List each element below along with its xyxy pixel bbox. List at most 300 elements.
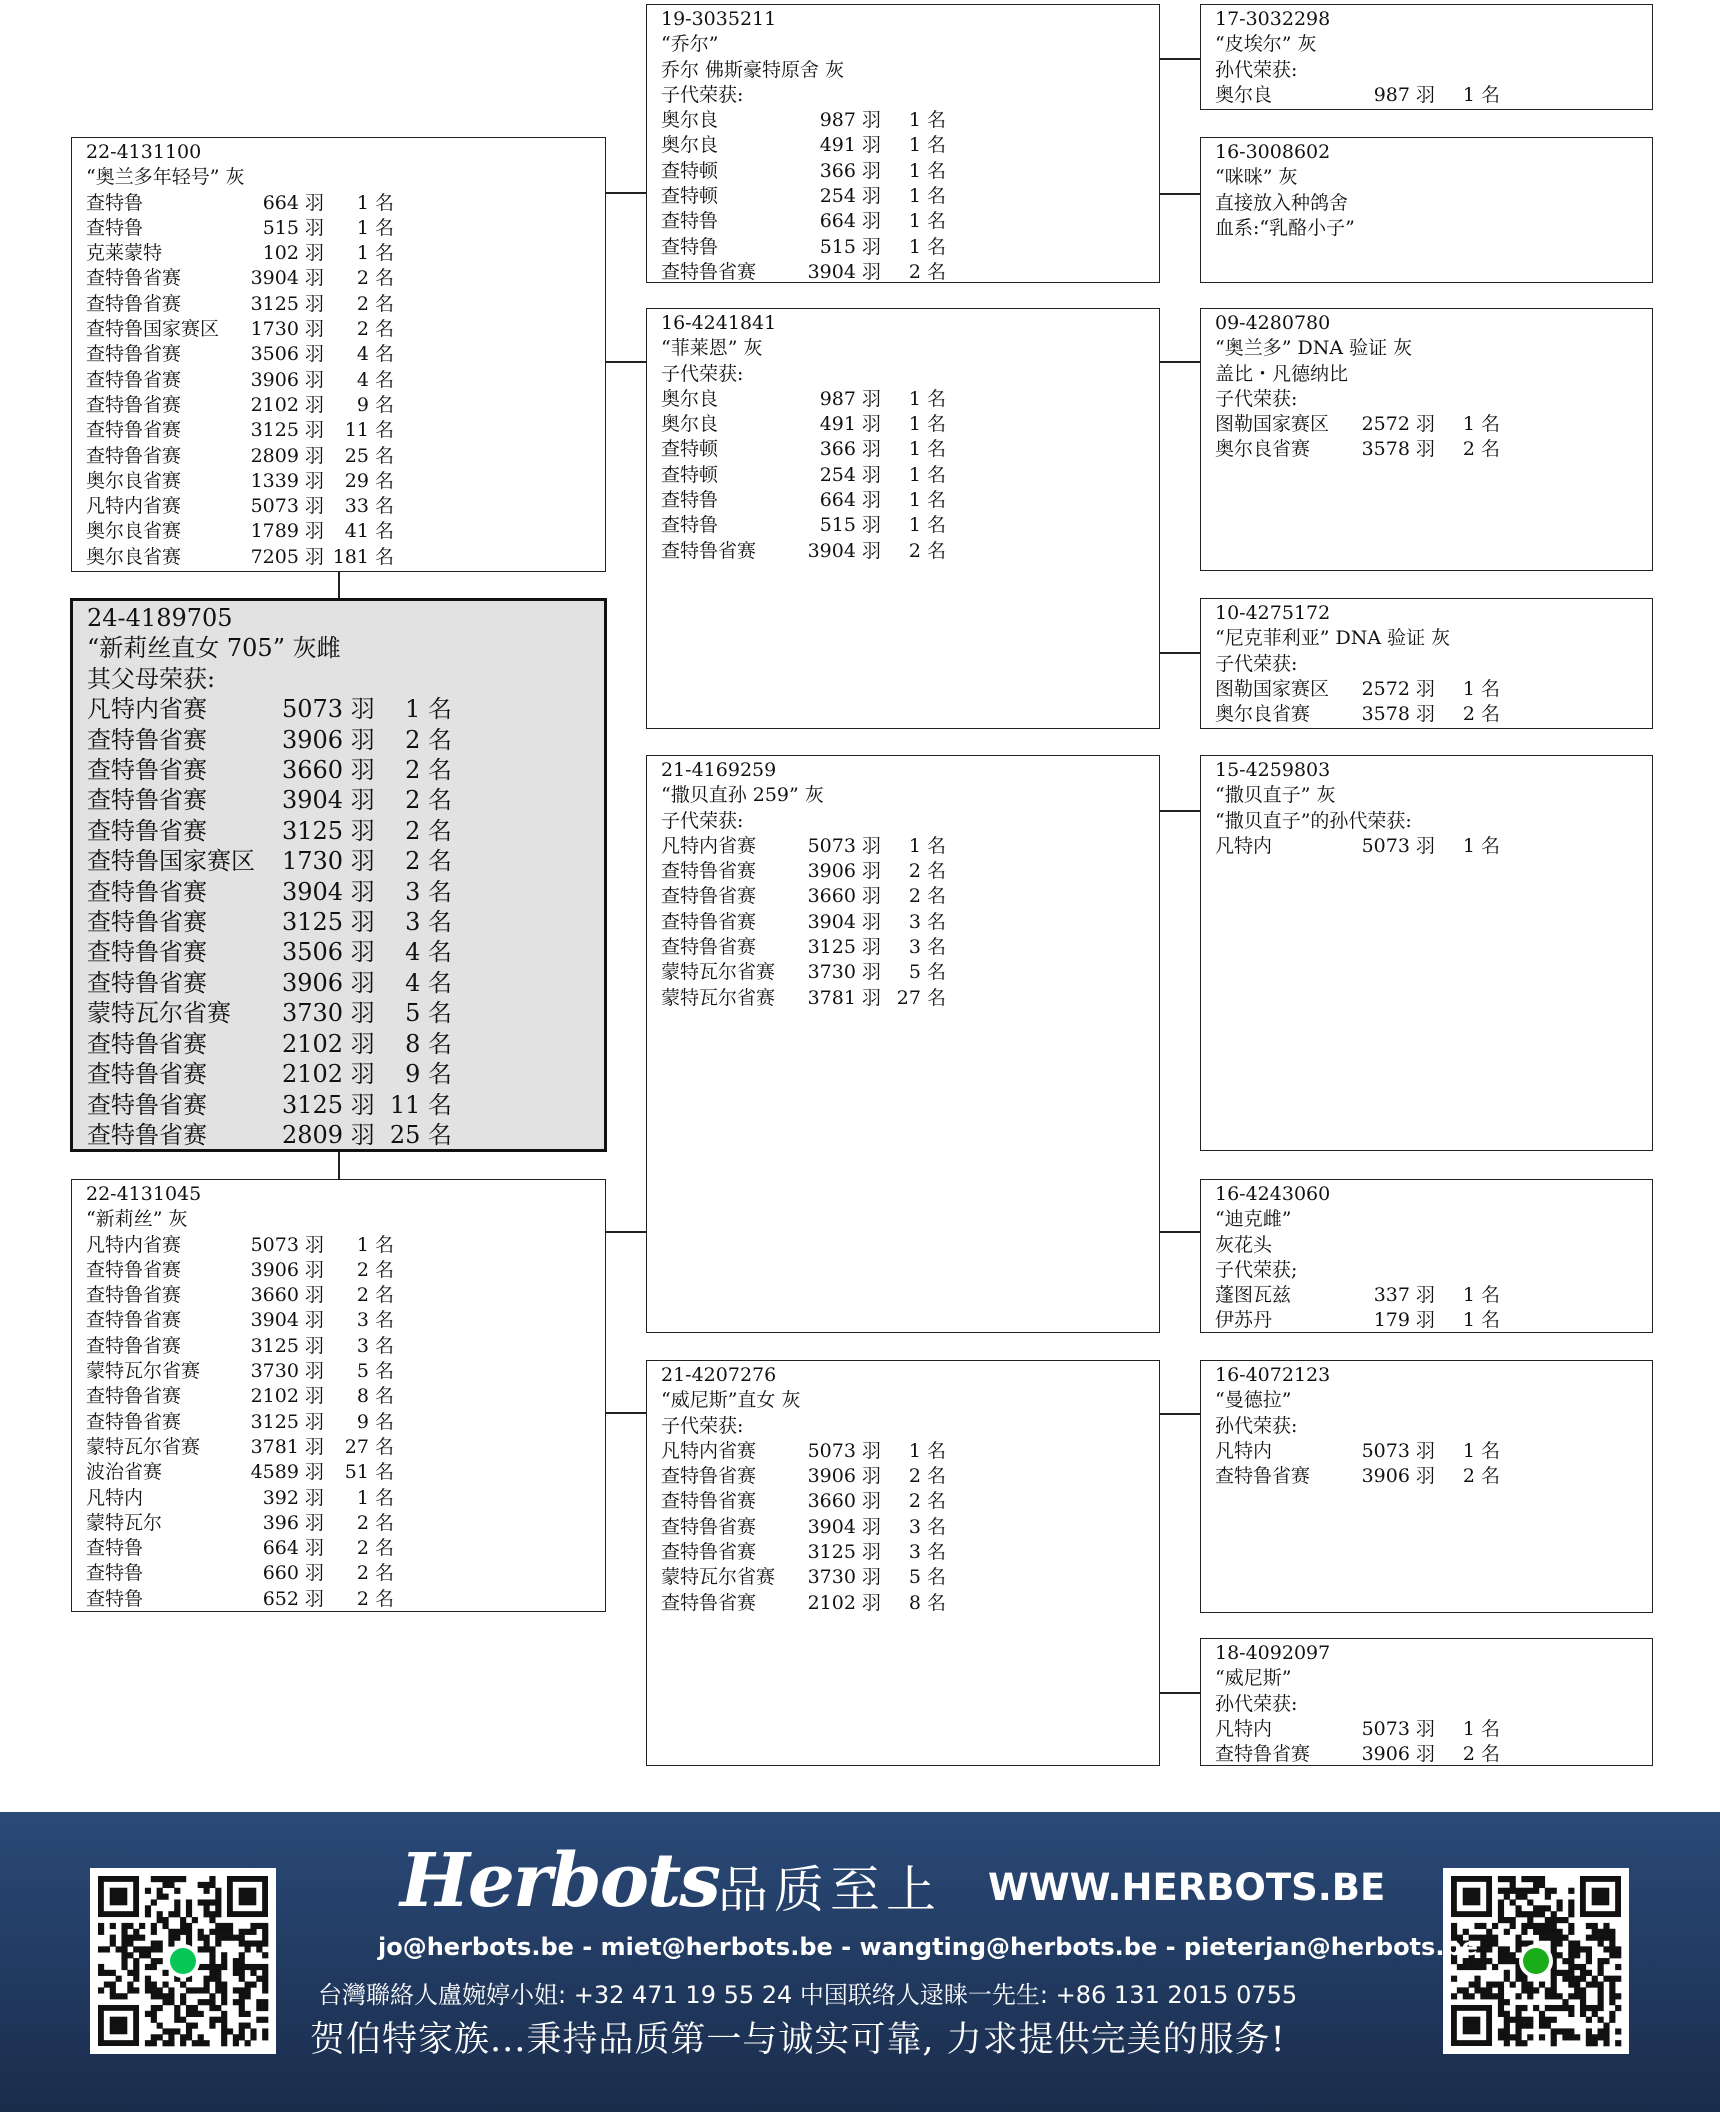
pigeon-name: “咪咪” 灰 [1215,166,1298,189]
result-row [661,513,1145,538]
race-location: 凡特内省赛 [87,695,207,724]
bird-count: 652 羽 [262,1587,324,1610]
pigeon-info-line: 乔尔 佛斯豪特原舍 灰 [661,58,845,81]
bird-count: 660 羽 [262,1562,324,1585]
result-row [661,539,1145,564]
race-location: 查特鲁省赛 [87,908,207,937]
result-row [661,935,1145,960]
placing: 1 名 [1462,413,1500,436]
result-row [86,545,591,570]
placing: 8 名 [405,1029,452,1058]
ring-number: 17-3032298 [1215,8,1331,30]
race-location: 查特鲁省赛 [87,1060,207,1089]
result-row [86,216,591,241]
result-row [1215,1464,1638,1489]
result-row [86,1561,591,1586]
pigeon-info-line: 孙代荣获: [1215,58,1298,81]
bird-count: 3660 羽 [807,885,881,908]
connector-line [1160,810,1200,812]
dds-box [1200,1360,1653,1613]
result-row [1215,702,1638,727]
result-row [1215,1283,1638,1308]
placing: 41 名 [344,520,394,543]
result-row [661,209,1145,234]
pigeon-info-line: 灰花头 [1215,1233,1273,1256]
placing: 3 名 [908,910,946,933]
bird-count: 664 羽 [819,210,881,233]
race-location: 查特鲁省赛 [86,1385,182,1408]
race-location: 蒙特瓦尔省赛 [661,1566,776,1589]
subject-box [70,598,607,1152]
race-location: 查特鲁省赛 [87,725,207,754]
result-row [87,846,590,876]
pigeon-info-line: 子代荣获: [1215,387,1298,410]
result-row [1215,1308,1638,1333]
placing: 2 名 [908,860,946,883]
footer-banner [0,1812,1720,2112]
race-location: 查特鲁省赛 [87,786,207,815]
dam-dam-box [646,1360,1160,1766]
bird-count: 2809 羽 [250,444,324,467]
race-location: 奥尔良省赛 [86,469,182,492]
placing: 5 名 [908,961,946,984]
placing: 9 名 [405,1060,452,1089]
bird-count: 3660 羽 [807,1490,881,1513]
bird-count: 2102 羽 [250,1385,324,1408]
pigeon-name: “曼德拉” [1215,1389,1292,1412]
bird-count: 3578 羽 [1361,438,1435,461]
placing: 2 名 [1462,1465,1500,1488]
connector-line [606,361,646,363]
race-location: 查特鲁省赛 [661,1591,757,1614]
result-row [86,266,591,291]
result-row [661,159,1145,184]
pigeon-info-line: “撒贝直子”的孙代荣获: [1215,809,1412,832]
placing: 1 名 [356,216,394,239]
placing: 2 名 [405,725,452,754]
connector-line [1160,1413,1200,1415]
result-row [661,387,1145,412]
placing: 1 名 [356,242,394,265]
race-location: 查特鲁省赛 [661,1541,757,1564]
race-location: 凡特内 [1215,834,1273,857]
race-location: 凡特内省赛 [661,1439,757,1462]
placing: 3 名 [405,908,452,937]
race-location: 凡特内省赛 [661,834,757,857]
race-location: 查特鲁省赛 [661,910,757,933]
result-row [86,1486,591,1511]
ring-number: 09-4280780 [1215,312,1331,334]
race-location: 查特鲁省赛 [86,1334,182,1357]
placing: 29 名 [344,469,394,492]
result-row [86,469,591,494]
result-row [86,418,591,443]
race-location: 查特鲁省赛 [87,1120,207,1149]
result-row [661,1565,1145,1590]
race-location: 查特顿 [661,159,719,182]
placing: 2 名 [356,1587,394,1610]
placing: 1 名 [1462,834,1500,857]
bird-count: 515 羽 [819,514,881,537]
race-location: 查特鲁 [661,210,719,233]
bird-count: 396 羽 [262,1511,324,1534]
placing: 2 名 [908,885,946,908]
result-row [86,444,591,469]
placing: 3 名 [908,1541,946,1564]
bird-count: 3904 羽 [282,877,375,906]
result-row [87,785,590,815]
placing: 25 名 [389,1120,452,1149]
result-row [86,393,591,418]
result-row [1215,437,1638,462]
bird-count: 3578 羽 [1361,703,1435,726]
pigeon-info-line: 子代荣获: [661,83,744,106]
bird-count: 3781 羽 [807,986,881,1009]
race-location: 查特鲁省赛 [661,860,757,883]
race-location: 查特鲁国家赛区 [86,318,220,341]
placing: 2 名 [356,318,394,341]
bird-count: 5073 羽 [282,695,375,724]
sire-sire-box [646,4,1160,283]
bird-count: 3506 羽 [282,938,375,967]
bird-count: 515 羽 [262,216,324,239]
race-location: 查特鲁省赛 [86,393,182,416]
race-location: 蒙特瓦尔省赛 [86,1360,201,1383]
result-row [86,1258,591,1283]
bird-count: 664 羽 [262,1537,324,1560]
bird-count: 254 羽 [819,185,881,208]
placing: 2 名 [1462,1743,1500,1766]
placing: 2 名 [356,267,394,290]
bird-count: 2102 羽 [282,1060,375,1089]
ring-number: 16-4072123 [1215,1364,1331,1386]
pigeon-name: “威尼斯” [1215,1667,1292,1690]
result-row [661,859,1145,884]
bird-count: 366 羽 [819,159,881,182]
result-row [661,133,1145,158]
sss-box [1200,4,1653,110]
race-location: 凡特内 [86,1486,144,1509]
result-row [86,1308,591,1333]
brand-slogan: 品质至上 [718,1861,942,1919]
ring-number: 16-4243060 [1215,1183,1331,1205]
bird-count: 5073 羽 [250,495,324,518]
race-location: 查特鲁省赛 [86,1258,182,1281]
bird-count: 3906 羽 [282,725,375,754]
race-location: 查特鲁 [86,1562,144,1585]
result-row [87,816,590,846]
placing: 1 名 [908,159,946,182]
bird-count: 3125 羽 [250,1334,324,1357]
placing: 2 名 [1462,703,1500,726]
result-row [661,1540,1145,1565]
result-row [86,368,591,393]
bird-count: 3660 羽 [282,756,375,785]
connector-line [1160,1692,1200,1694]
bird-count: 3730 羽 [807,1566,881,1589]
result-row [661,1464,1145,1489]
placing: 2 名 [908,539,946,562]
bird-count: 3906 羽 [807,860,881,883]
bird-count: 3125 羽 [250,292,324,315]
race-location: 查特鲁省赛 [661,260,757,283]
pigeon-info-line: 直接放入种鸽舍 [1215,191,1349,214]
result-row [87,968,590,998]
race-location: 凡特内省赛 [86,1233,182,1256]
placing: 1 名 [908,413,946,436]
line-qr-code-icon [90,1868,276,2054]
bird-count: 3125 羽 [250,1410,324,1433]
result-row [661,260,1145,283]
sdd-box [1200,598,1653,729]
placing: 1 名 [908,210,946,233]
bird-count: 3904 羽 [807,539,881,562]
result-row [87,998,590,1028]
bird-count: 3904 羽 [807,910,881,933]
result-row [661,1515,1145,1540]
result-row [87,877,590,907]
race-location: 查特鲁省赛 [87,877,207,906]
result-row [661,412,1145,437]
result-row [87,725,590,755]
email-list[interactable]: jo@herbots.be - miet@herbots.be - wangting@herbots.be - pieterjan@herbots.be [378,1933,1478,1961]
race-location: 查特鲁省赛 [87,1029,207,1058]
pigeon-info-line: 孙代荣获: [1215,1414,1298,1437]
result-row [1215,1742,1638,1766]
result-row [86,1435,591,1460]
bird-count: 491 羽 [819,413,881,436]
placing: 4 名 [356,368,394,391]
placing: 2 名 [405,816,452,845]
result-row [661,488,1145,513]
placing: 1 名 [908,387,946,410]
ring-number: 16-3008602 [1215,141,1331,163]
race-location: 查特鲁 [661,489,719,512]
placing: 1 名 [1462,1439,1500,1462]
placing: 2 名 [356,1562,394,1585]
pigeon-name: “威尼斯”直女 灰 [661,1389,801,1412]
race-location: 查特鲁 [661,235,719,258]
connector-line [338,572,340,598]
ring-number: 18-4092097 [1215,1642,1331,1664]
race-location: 伊苏丹 [1215,1309,1273,1332]
sire-dam-box [646,308,1160,729]
placing: 1 名 [1462,1717,1500,1740]
race-location: 查特鲁省赛 [661,936,757,959]
pigeon-name: “撒贝直子” 灰 [1215,784,1336,807]
placing: 2 名 [356,1258,394,1281]
bird-count: 987 羽 [819,109,881,132]
race-location: 查特鲁省赛 [86,1309,182,1332]
result-row [86,1384,591,1409]
pigeon-info-line: 盖比・凡德纳比 [1215,362,1349,385]
placing: 8 名 [356,1385,394,1408]
placing: 2 名 [356,1537,394,1560]
placing: 1 名 [405,695,452,724]
bird-count: 5073 羽 [807,1439,881,1462]
race-location: 查特鲁省赛 [661,1515,757,1538]
result-row [86,1587,591,1612]
race-location: 克莱蒙特 [86,242,163,265]
placing: 1 名 [908,438,946,461]
ring-number: 22-4131045 [86,1183,202,1205]
race-location: 查特鲁省赛 [86,419,182,442]
connector-line [1160,652,1200,654]
placing: 2 名 [405,756,452,785]
pigeon-info-line: 子代荣获; [1215,1258,1298,1281]
result-row [661,910,1145,935]
ring-number: 21-4169259 [661,759,777,781]
dam-box [71,1179,606,1612]
bird-count: 3904 羽 [807,1515,881,1538]
bird-count: 3660 羽 [250,1284,324,1307]
result-row [86,191,591,216]
race-location: 图勒国家赛区 [1215,413,1330,436]
pigeon-info-line: 子代荣获: [661,809,744,832]
bird-count: 366 羽 [819,438,881,461]
bird-count: 5073 羽 [807,834,881,857]
pigeon-info-line: 孙代荣获: [1215,1692,1298,1715]
race-location: 奥尔良 [661,387,719,410]
pigeon-name: “皮埃尔” 灰 [1215,33,1317,56]
race-location: 图勒国家赛区 [1215,677,1330,700]
bird-count: 2572 羽 [1361,413,1435,436]
bird-count: 3730 羽 [250,1360,324,1383]
pigeon-info-line: 子代荣获: [1215,652,1298,675]
pigeon-name: “尼克菲利亚” DNA 验证 灰 [1215,627,1451,650]
ring-number: 10-4275172 [1215,602,1331,624]
placing: 3 名 [356,1309,394,1332]
dsd-box [1200,1179,1653,1333]
connector-line [338,1152,340,1179]
connector-line [1160,1231,1200,1233]
result-row [661,184,1145,209]
bird-count: 3125 羽 [250,419,324,442]
race-location: 查特鲁 [661,514,719,537]
placing: 3 名 [356,1334,394,1357]
placing: 2 名 [405,786,452,815]
placing: 4 名 [356,343,394,366]
sire-box [71,137,606,572]
bird-count: 1339 羽 [250,469,324,492]
race-location: 查特鲁省赛 [1215,1465,1311,1488]
connector-line [1160,361,1200,363]
bird-count: 4589 羽 [250,1461,324,1484]
placing: 2 名 [356,292,394,315]
result-row [661,463,1145,488]
placing: 2 名 [1462,438,1500,461]
wechat-qr-code-icon [1443,1868,1629,2054]
brand-logo: Herbots [400,1838,719,1924]
result-row [661,1591,1145,1616]
bird-count: 5073 羽 [1361,1439,1435,1462]
result-row [86,1283,591,1308]
result-row [661,1439,1145,1464]
placing: 2 名 [908,1465,946,1488]
bird-count: 3730 羽 [282,999,375,1028]
bird-count: 3781 羽 [250,1435,324,1458]
result-row [661,235,1145,260]
bird-count: 2102 羽 [807,1591,881,1614]
bird-count: 2102 羽 [282,1029,375,1058]
bird-count: 5073 羽 [1361,1717,1435,1740]
placing: 1 名 [908,134,946,157]
bird-count: 3125 羽 [282,816,375,845]
pigeon-info-line: 血系:“乳酪小子” [1215,216,1355,239]
bird-count: 987 羽 [819,387,881,410]
race-location: 蒙特瓦尔省赛 [661,986,776,1009]
race-location: 查特鲁国家赛区 [87,847,255,876]
placing: 1 名 [908,463,946,486]
result-row [661,960,1145,985]
bird-count: 3906 羽 [807,1465,881,1488]
race-location: 奥尔良 [661,134,719,157]
dam-sire-box [646,755,1160,1333]
website-link[interactable]: WWW.HERBOTS.BE [988,1866,1386,1909]
placing: 1 名 [908,235,946,258]
result-row [86,1511,591,1536]
placing: 5 名 [405,999,452,1028]
placing: 1 名 [908,514,946,537]
bird-count: 3730 羽 [807,961,881,984]
pigeon-name: “新莉丝直女 705” 灰雌 [87,634,341,663]
placing: 3 名 [908,936,946,959]
bird-count: 3125 羽 [807,1541,881,1564]
placing: 9 名 [356,1410,394,1433]
race-location: 查特顿 [661,463,719,486]
bird-count: 3906 羽 [1361,1465,1435,1488]
placing: 1 名 [908,109,946,132]
placing: 9 名 [356,393,394,416]
bird-count: 515 羽 [819,235,881,258]
placing: 5 名 [356,1360,394,1383]
bird-count: 3906 羽 [250,1258,324,1281]
ssd-box [1200,137,1653,283]
race-location: 查特鲁省赛 [661,885,757,908]
placing: 27 名 [896,986,946,1009]
ring-number: 22-4131100 [86,141,202,163]
pigeon-name: “奥兰多年轻号” 灰 [86,166,245,189]
connector-line [1160,58,1200,60]
placing: 11 名 [389,1090,452,1119]
pigeon-name: “迪克雌” [1215,1208,1292,1231]
race-location: 凡特内 [1215,1439,1273,1462]
placing: 1 名 [1462,83,1500,106]
placing: 1 名 [908,489,946,512]
dss-box [1200,755,1653,1151]
race-location: 查特鲁省赛 [661,1465,757,1488]
connector-line [606,192,646,194]
result-row [87,937,590,967]
pigeon-info-line: 子代荣获: [661,362,744,385]
pigeon-info-line: 其父母荣获: [87,664,216,693]
placing: 11 名 [344,419,394,442]
bird-count: 3906 羽 [1361,1743,1435,1766]
race-location: 查特鲁省赛 [86,292,182,315]
race-location: 查特鲁省赛 [86,444,182,467]
placing: 4 名 [405,938,452,967]
race-location: 蒙特瓦尔省赛 [661,961,776,984]
bird-count: 3125 羽 [282,908,375,937]
result-row [86,342,591,367]
race-location: 查特鲁省赛 [87,816,207,845]
result-row [87,1059,590,1089]
race-location: 查特鲁省赛 [86,343,182,366]
placing: 27 名 [344,1435,394,1458]
bird-count: 1789 羽 [250,520,324,543]
placing: 1 名 [1462,1284,1500,1307]
result-row [661,108,1145,133]
